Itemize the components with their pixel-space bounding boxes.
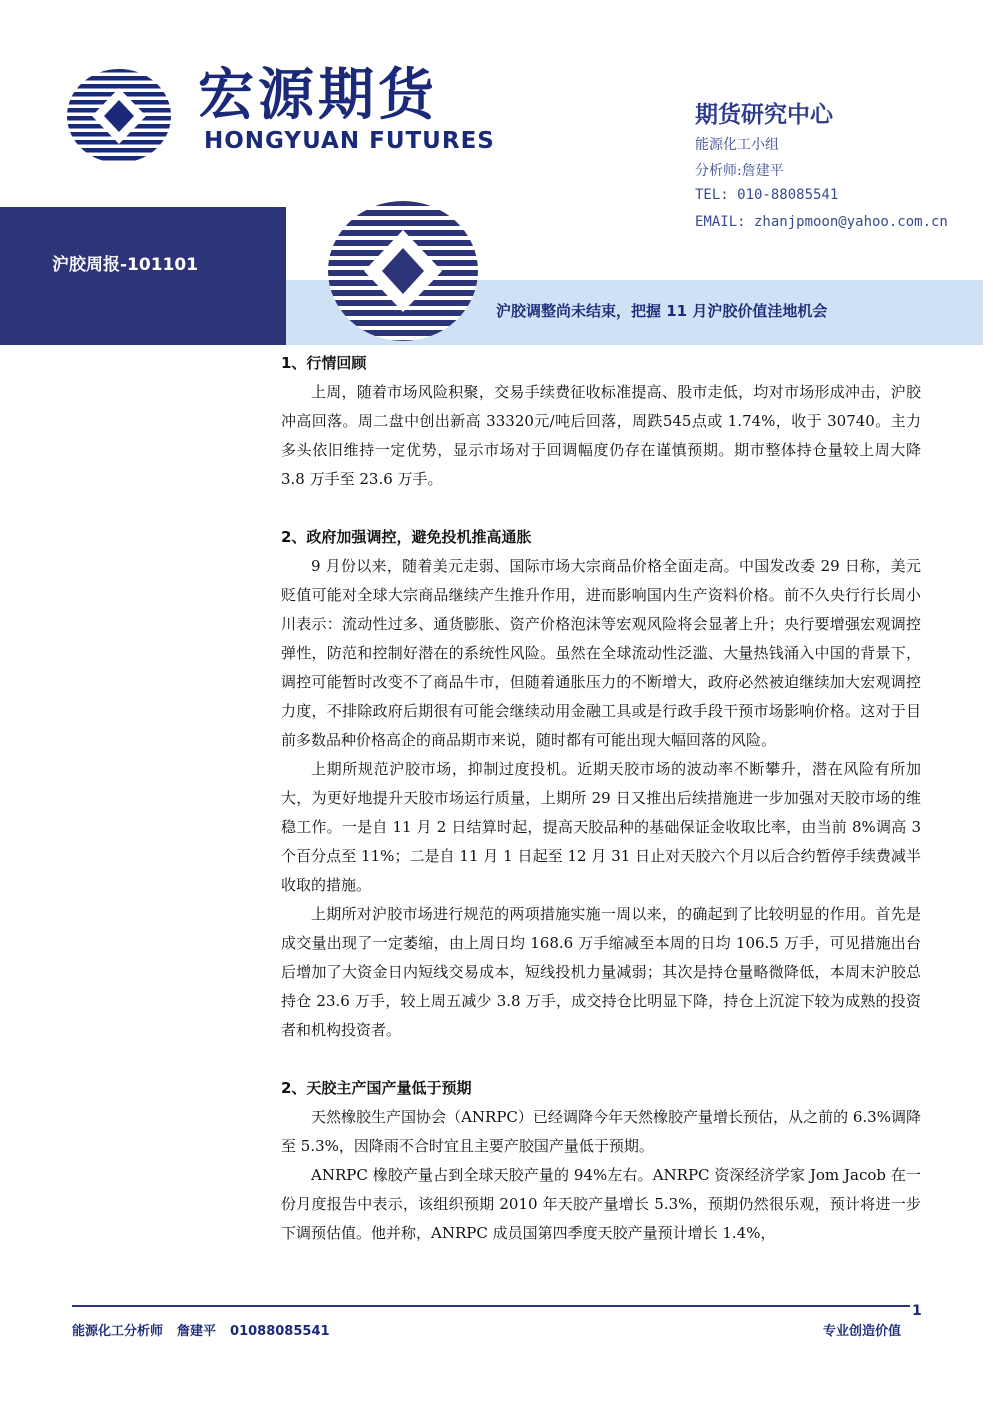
footer-name: 詹建平 <box>177 1324 217 1339</box>
footer-phone: 01088085541 <box>230 1324 330 1339</box>
band-logo-mark <box>327 200 479 342</box>
paragraph: 天然橡胶生产国协会（ANRPC）已经调降今年天然橡胶产量增长预估，从之前的 6.3%调降至 5.3%，因降雨不合时宜且主要产胶国产量低于预期。 <box>281 1108 921 1155</box>
page-number: 1 <box>912 1303 922 1319</box>
footer-divider <box>72 1305 910 1307</box>
section-heading: 1、行情回顾 <box>281 354 367 372</box>
footer-slogan: 专业创造价值 <box>822 1324 901 1339</box>
telephone: TEL: 010-88085541 <box>695 187 839 203</box>
footer-contact <box>72 1320 344 1339</box>
research-center-title: 期货研究中心 <box>695 102 833 128</box>
title-band-dark <box>0 207 286 345</box>
report-body <box>281 348 921 1248</box>
footer-role: 能源化工分析师 <box>72 1324 164 1339</box>
paragraph: 9 月份以来，随着美元走弱、国际市场大宗商品价格全面走高。中国发改委 29 日称，美元贬值可能对全球大宗商品继续产生推升作用，进而影响国内生产资料价格。前不久央行行长周小川表示：流动性过多、通货膨胀、资产价格泡沫等宏观风险将会显著上升；央行要增强宏观调控弹性，防范和控制好潜在的系统性风险。虽然在全球流动性泛滥、大量热钱涌入中国的背景下，调控可能暂时改变不了商品牛市，但随着通胀压力的不断增大，政府必然被迫继续加大宏观调控力度，不排除政府后期很有可能会继续动用金融工具或是行政手段干预市场影响价格。这对于目前多数品种价格高企的商品期市来说，随时都有可能出现大幅回落的风险。 <box>281 557 921 749</box>
email-address: EMAIL: zhanjpmoon@yahoo.com.cn <box>695 214 948 230</box>
logo-english-name: HONGYUAN FUTURES <box>204 128 495 154</box>
section-heading: 2、天胶主产国产量低于预期 <box>281 1079 472 1097</box>
paragraph: ANRPC 橡胶产量占到全球天胶产量的 94%左右。ANRPC 资深经济学家 Jom Jacob 在一份月度报告中表示，该组织预期 2010 年天胶产量增长 5.3%，预期仍然很乐观，预计将进一步下调预估值。他并称，ANRPC 成员国第四季度天胶产量预计增长 1.4%， <box>281 1166 921 1242</box>
section-heading: 2、政府加强调控，避免投机推高通胀 <box>281 528 532 546</box>
logo-mark <box>66 68 172 164</box>
logo-chinese-name: 宏源期货 <box>198 63 438 128</box>
paragraph: 上期所对沪胶市场进行规范的两项措施实施一周以来，的确起到了比较明显的作用。首先是成交量出现了一定萎缩，由上周日均 168.6 万手缩减至本周的日均 106.5 万手，可见措施出台后增加了大资金日内短线交易成本，短线投机力量减弱；其次是持仓量略微降低，本周末沪胶总持仓 23.6 万手，较上周五减少 3.8 万手，成交持仓比明显下降，持仓上沉淀下较为成熟的投资者和机构投资者。 <box>281 905 921 1039</box>
paragraph: 上周，随着市场风险积聚，交易手续费征收标准提高、股市走低，均对市场形成冲击，沪胶冲高回落。周二盘中创出新高 33320元/吨后回落，周跌545点或 1.74%，收于 30740。主力多头依旧维持一定优势，显示市场对于回调幅度仍存在谨慎预期。期市整体持仓量较上周大降 3.8 万手至 23.6 万手。 <box>281 383 921 488</box>
team-name: 能源化工小组 <box>695 137 779 153</box>
report-title: 沪胶周报-101101 <box>52 255 199 275</box>
analyst-name: 分析师:詹建平 <box>695 163 784 179</box>
paragraph: 上期所规范沪胶市场，抑制过度投机。近期天胶市场的波动率不断攀升，潜在风险有所加大，为更好地提升天胶市场运行质量，上期所 29 日又推出后续措施进一步加强对天胶市场的维稳工作。一是自 11 月 2 日结算时起，提高天胶品种的基础保证金收取比率，由当前 8%调高 3 个百分点至 11%；二是自 11 月 1 日起至 12 月 31 日止对天胶六个月以后合约暂停手续费减半收取的措施。 <box>281 760 921 894</box>
report-headline: 沪胶调整尚未结束，把握 11 月沪胶价值洼地机会 <box>496 302 828 320</box>
